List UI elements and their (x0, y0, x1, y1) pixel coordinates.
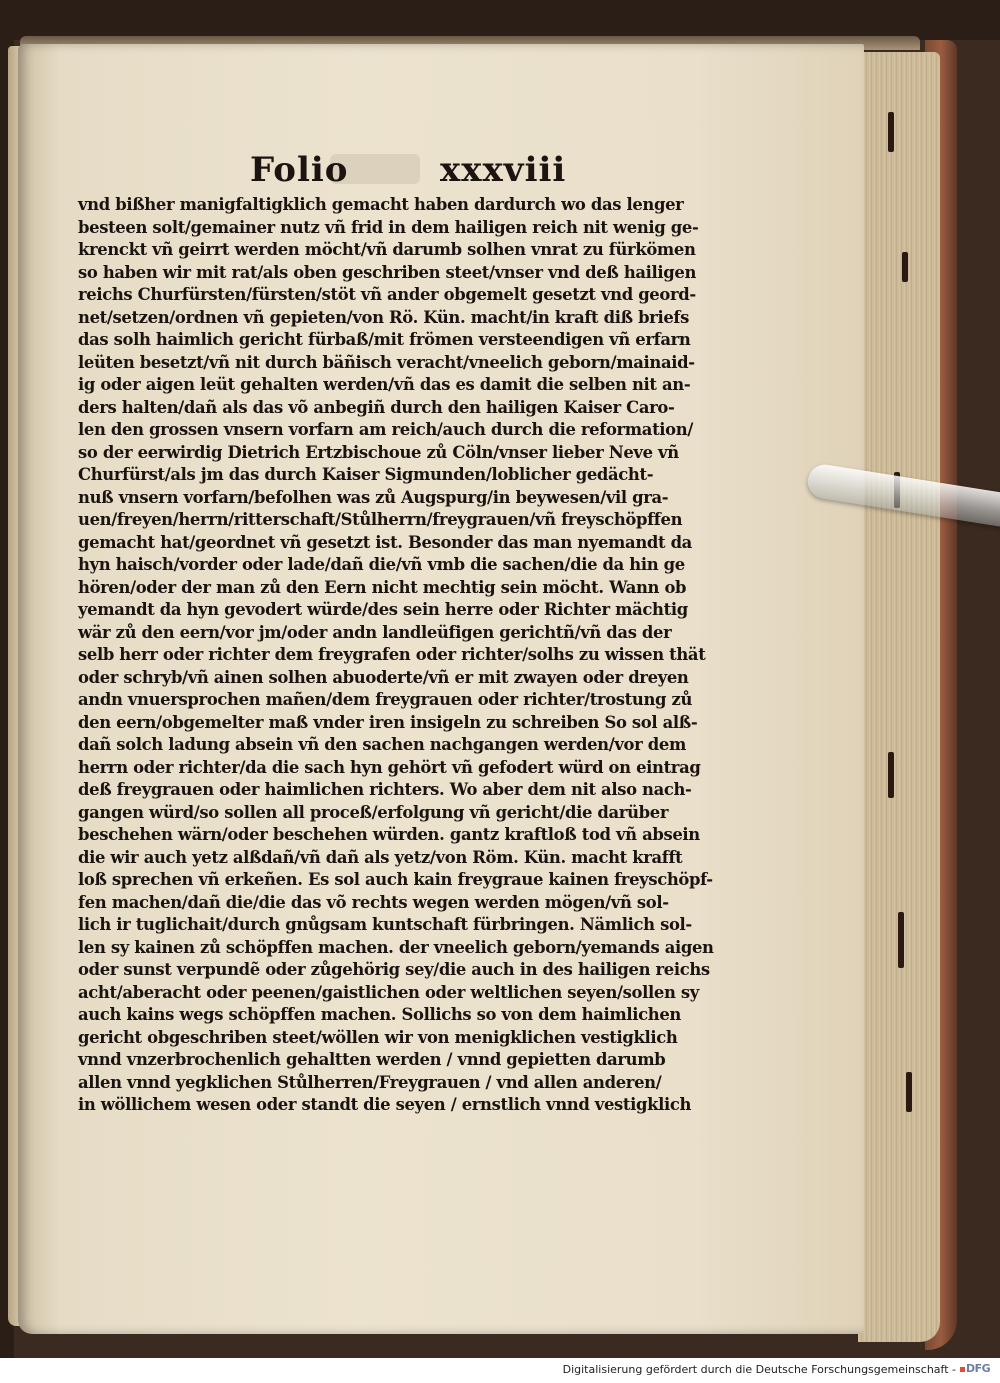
text-line: vnd bißher manigfaltigklich gemacht haben dardurch wo das lenger (78, 195, 684, 214)
text-line: loß sprechen vñ erkeñen. Es sol auch kain freygraue kainen freyschöpf- (78, 870, 713, 889)
text-line: den eern/obgemelter maß vnder iren insigeln zu schreiben So sol alß- (78, 712, 698, 732)
text-line: dañ solch ladung absein vñ den sachen nachgangen werden/vor dem (78, 735, 686, 754)
text-line: hören/oder der man zů den Eern nicht mechtig sein möcht. Wann ob (78, 577, 687, 597)
text-line: krenckt vñ geirrt werden möcht/vñ darumb solhen vnrat zu fürkömen (78, 240, 696, 259)
text-line: reichs Churfürsten/fürsten/stöt vñ ander obgemelt gesetzt vnd geord- (78, 285, 696, 304)
text-line: wär zů den eern/vor jm/oder andn landleüfigen gerichtñ/vñ das der (78, 622, 672, 642)
text-line: uen/freyen/herrn/ritterschaft/Stůlherrn/freygrauen/vñ freyschöpffen (78, 510, 683, 529)
text-line: beschehen wärn/oder beschehen würden. gantz kraftloß tod vñ absein (78, 825, 700, 844)
text-line: leüten besetzt/vñ nit durch bäñisch veracht/vneelich geborn/mainaid- (78, 352, 695, 372)
text-line: Churfürst/als jm das durch Kaiser Sigmunden/loblicher gedächt- (78, 465, 654, 484)
text-line: das solh haimlich gericht fürbaß/mit frömen versteendigen vñ erfarn (78, 330, 691, 349)
edge-tab (888, 752, 894, 798)
text-line: die wir auch yetz alßdañ/vñ dañ als yetz/von Röm. Kün. macht krafft (78, 847, 683, 867)
text-line: oder sunst verpundẽ oder zůgehörig sey/die auch in des hailigen reichs (78, 960, 710, 979)
background-top (0, 0, 1000, 40)
edge-tab (888, 112, 894, 152)
text-line: so haben wir mit rat/als oben geschriben steet/vnser vnd deß hailigen (78, 262, 697, 282)
text-line: nuß vnsern vorfarn/befolhen was zů Augspurg/in beywesen/vil gra- (78, 487, 669, 507)
text-line: gangen würd/so sollen all proceß/erfolgung vñ gericht/die darüber (78, 802, 669, 822)
text-line: gericht obgeschriben steet/wöllen wir von menigklichen vestigklich (78, 1027, 678, 1047)
edge-tab (898, 912, 904, 968)
text-line: lich ir tuglichait/durch gnůgsam kuntschaft fürbringen. Nämlich sol- (78, 915, 692, 934)
text-line: ig oder aigen leüt gehalten werden/vñ das es damit die selben nit an- (78, 375, 691, 394)
dfg-logo-text: DFG (966, 1362, 991, 1375)
text-line: in wöllichem wesen oder standt die seyen / ernstlich vnnd vestigklich (78, 1095, 692, 1114)
text-line: deß freygrauen oder haimlichen richters. Wo aber dem nit also nach- (78, 780, 692, 799)
text-line: allen vnnd yegklichen Stůlherren/Freygrauen / vnd allen anderen/ (78, 1072, 662, 1092)
folio-number: xxxviii (440, 150, 567, 190)
text-line: fen machen/dañ die/die das võ rechts wegen werden mögen/vñ sol- (78, 892, 669, 912)
text-line: acht/aberacht oder peenen/gaistlichen oder weltlichen seyen/sollen sy (78, 982, 699, 1002)
text-line: ders halten/dañ als das võ anbegiñ durch den hailigen Kaiser Caro- (78, 397, 675, 417)
text-line: herrn oder richter/da die sach hyn gehört vñ gefodert würd on eintrag (78, 757, 701, 777)
text-line: andn vnuersprochen mañen/dem freygrauen oder richter/trostung zů (78, 690, 693, 709)
text-line: so der eerwirdig Dietrich Ertzbischoue zů Cöln/vnser lieber Neve vñ (78, 442, 679, 462)
text-line: yemandt da hyn gevodert würde/des sein herre oder Richter mächtig (78, 600, 688, 619)
text-line: len den grossen vnsern vorfarn am reich/auch durch die reformation/ (78, 420, 693, 439)
folio-word: Folio (250, 150, 349, 190)
funding-credit: Digitalisierung gefördert durch die Deutsche Forschungsgemeinschaft - (562, 1363, 956, 1376)
text-line: auch kains wegs schöpffen machen. Sollichs so von dem haimlichen (78, 1005, 681, 1024)
text-line: besteen solt/gemainer nutz vñ frid in dem hailigen reich nit wenig ge- (78, 217, 699, 237)
text-line: len sy kainen zů schöpffen machen. der vneelich geborn/yemands aigen (78, 937, 714, 957)
text-line: hyn haisch/vorder oder lade/dañ die/vñ vmb die sachen/die da hin ge (78, 555, 685, 574)
text-line: selb herr oder richter dem freygrafen oder richter/solhs zu wissen thät (78, 645, 706, 664)
folio-header (250, 150, 570, 196)
footer-bar (0, 1358, 1000, 1383)
dfg-logo-icon (960, 1362, 994, 1378)
body-text (78, 194, 714, 1117)
edge-tab (902, 252, 908, 282)
page-stack-fore-edge (858, 52, 940, 1342)
text-line: oder schryb/vñ ainen solhen abuoderte/vñ er mit zwayen oder dreyen (78, 667, 689, 687)
text-line: net/setzen/ordnen vñ gepieten/von Rö. Kün. macht/in kraft diß briefs (78, 307, 689, 327)
text-line: vnnd vnzerbrochenlich gehaltten werden / vnnd gepietten darumb (78, 1050, 666, 1069)
edge-tab (906, 1072, 912, 1112)
text-line: gemacht hat/geordnet vñ gesetzt ist. Besonder das man nyemandt da (78, 532, 692, 552)
